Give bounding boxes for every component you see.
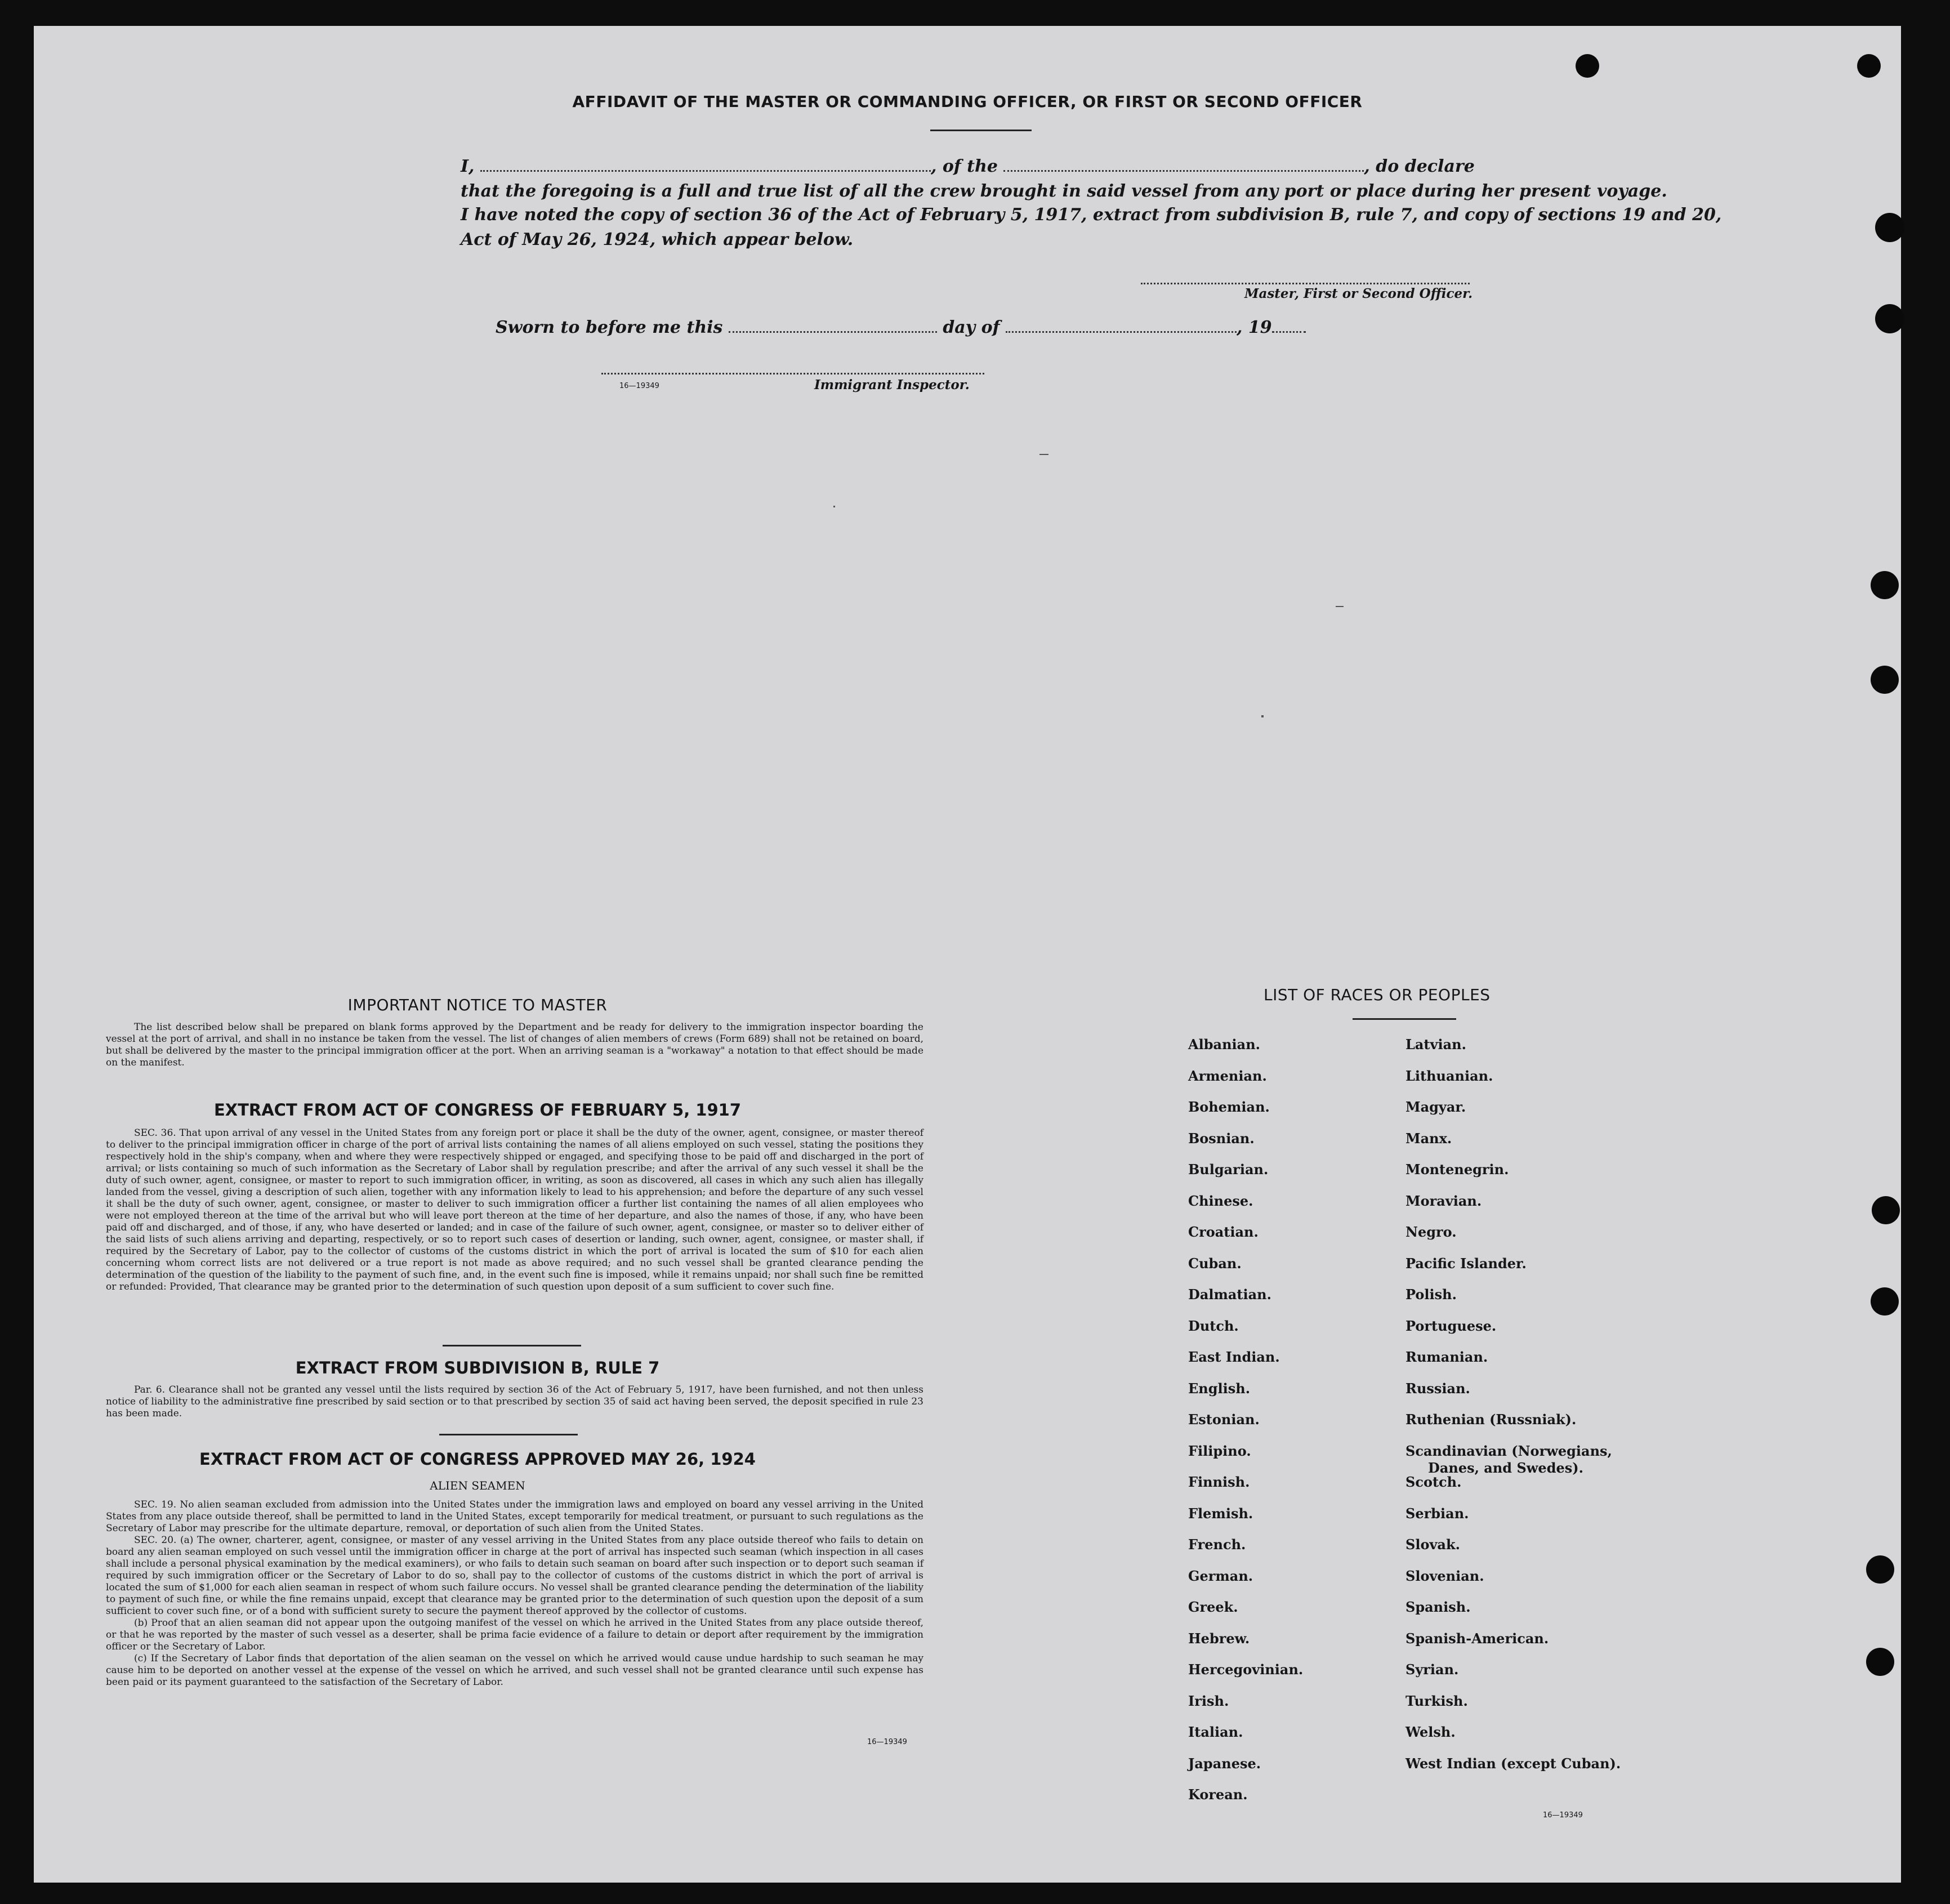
extract-1917-text	[106, 1127, 923, 1293]
form-number-races: 16—19349	[1543, 1811, 1583, 1820]
race-item: Welsh.	[1405, 1724, 1456, 1740]
race-item: Chinese.	[1188, 1192, 1253, 1209]
affidavit-of-the: , of the	[930, 157, 998, 176]
punch-hole	[1871, 666, 1899, 694]
vessel-field[interactable]	[1003, 160, 1364, 172]
race-item: Danes, and Swedes).	[1428, 1459, 1583, 1476]
punch-hole	[1857, 54, 1881, 78]
race-item: Spanish-American.	[1405, 1630, 1549, 1647]
master-label: Master, First or Second Officer.	[1244, 286, 1473, 301]
races-heading: LIST OF RACES OR PEOPLES	[1264, 986, 1491, 1004]
scan-speck	[833, 506, 835, 507]
race-item: Flemish.	[1188, 1505, 1253, 1522]
race-item: Rumanian.	[1405, 1349, 1488, 1365]
race-item: Lithuanian.	[1405, 1067, 1493, 1084]
punch-hole	[1866, 1648, 1894, 1676]
race-item: English.	[1188, 1380, 1251, 1397]
race-item: Negro.	[1405, 1224, 1457, 1240]
race-item: Russian.	[1405, 1380, 1470, 1397]
form-page	[34, 26, 1901, 1883]
race-item: Irish.	[1188, 1692, 1229, 1709]
alien-seamen-subheading: ALIEN SEAMEN	[430, 1479, 525, 1492]
race-item: Serbian.	[1405, 1505, 1469, 1522]
sec-20b-paragraph: (b) Proof that an alien seaman did not appear upon the outgoing manifest of the vessel on which he arrived in the United States from any place outside thereof, or that he was reported by the master of such vessel as a deserter, shall be prima facie evidence of a failure to detain or deport after requirement by the immigration officer or the Secretary of Labor.	[106, 1617, 923, 1652]
race-item: Estonian.	[1188, 1411, 1260, 1428]
extract-1924-text	[106, 1499, 923, 1688]
race-item: Bosnian.	[1188, 1130, 1255, 1147]
race-item: Bulgarian.	[1188, 1161, 1269, 1178]
affidavit-line-2: that the foregoing is a full and true list of all the crew brought in said vessel from any port or place during her present voyage.	[461, 181, 1667, 201]
day-of-text: day of	[943, 318, 1000, 337]
race-item: Greek.	[1188, 1599, 1238, 1615]
race-item: Pacific Islander.	[1405, 1255, 1527, 1272]
race-item: Slovenian.	[1405, 1567, 1484, 1584]
par-6-paragraph: Par. 6. Clearance shall not be granted any vessel until the lists required by section 36 of the Act of February 5, 1917, have been furnished, and not then unless notice of liability to the administrative fine prescribed by said section or to that prescribed by section 35 of said act having been served, the deposit specified in rule 23 has been made.	[106, 1384, 923, 1419]
race-item: Scotch.	[1405, 1474, 1462, 1490]
race-item: East Indian.	[1188, 1349, 1280, 1365]
race-item: Turkish.	[1405, 1692, 1468, 1709]
race-item: Latvian.	[1405, 1036, 1466, 1053]
title-underline	[930, 130, 1032, 131]
punch-hole	[1871, 571, 1899, 599]
notice-text	[106, 1022, 923, 1069]
sec-20c-paragraph: (c) If the Secretary of Labor finds that deportation of the alien seaman on the vessel on which he arrived would cause undue hardship to such seaman he may cause him to be deported on another vessel at the expense of the vessel on which he arrived, and such vessel shall not be granted clearance until such expense has been paid or its payment guaranteed to the satisfaction of the Secretary of Labor.	[106, 1653, 923, 1688]
scan-speck	[1039, 454, 1048, 455]
race-item: Ruthenian (Russniak).	[1405, 1411, 1577, 1428]
race-item: Spanish.	[1405, 1599, 1471, 1615]
race-item: Hebrew.	[1188, 1630, 1250, 1647]
sec-19-paragraph: SEC. 19. No alien seaman excluded from admission into the United States under the immigration laws and employed on board any vessel arriving in the United States from any place outside thereof, shall be permitted to land in the United States, except temporarily for medical treatment, or pursuant to such regulations as the Secretary of Labor may prescribe for the ultimate departure, removal, or deportation of such alien from the United States.	[106, 1499, 923, 1534]
race-item: Portuguese.	[1405, 1317, 1497, 1334]
race-item: Cuban.	[1188, 1255, 1242, 1272]
race-item: Albanian.	[1188, 1036, 1260, 1053]
sworn-day-field[interactable]	[729, 321, 937, 333]
sworn-line	[496, 318, 1306, 337]
race-item: Croatian.	[1188, 1224, 1259, 1240]
race-item: Korean.	[1188, 1786, 1248, 1803]
affidavit-declare: , do declare	[1364, 157, 1475, 176]
punch-hole	[1875, 304, 1904, 333]
sec-20a-paragraph: SEC. 20. (a) The owner, charterer, agent, consignee, or master of any vessel arriving in the United States from any place outside thereof who fails to detain on board any alien seaman employed on such vessel until the immigration officer in charge at the port of arrival has inspected such seaman (which inspection in all cases shall include a personal physical examination by the medical examiners), or who fails to detain such seaman on board after such inspection or to deport such seaman if required by such immigration officer or the Secretary of Labor to do so, shall pay to the collector of customs of the customs district in which the port of arrival is located the sum of $1,000 for each alien seaman in respect of whom such failure occurs. No vessel shall be granted clearance pending the determination of the liability to payment of such fine, or while the fine remains unpaid, except that clearance may be granted prior to the determination of such question upon the deposit of a sum sufficient to cover such fine, or of a bond with sufficient surety to secure the payment thereof approved by the collector of customs.	[106, 1535, 923, 1617]
sworn-text: Sworn to before me this	[496, 318, 723, 337]
inspector-signature-line[interactable]	[601, 373, 984, 374]
race-item: Slovak.	[1405, 1536, 1460, 1553]
race-item: Dutch.	[1188, 1317, 1239, 1334]
race-item: Italian.	[1188, 1724, 1243, 1740]
race-item: Syrian.	[1405, 1661, 1459, 1678]
race-item: Manx.	[1405, 1130, 1452, 1147]
affidavit-i: I,	[461, 157, 475, 176]
race-item: Hercegovinian.	[1188, 1661, 1304, 1678]
scan-speck	[1261, 715, 1264, 717]
inspector-label: Immigrant Inspector.	[814, 377, 970, 393]
extract-1917-heading: EXTRACT FROM ACT OF CONGRESS OF FEBRUARY 5, 1917	[213, 1100, 742, 1120]
race-item: Finnish.	[1188, 1474, 1250, 1490]
sec-36-paragraph: SEC. 36. That upon arrival of any vessel in the United States from any foreign port or place it shall be the duty of the owner, agent, consignee, or master thereof to deliver to the principal immigration officer in charge of the port of arrival lists containing the names of all aliens employed on such vessel, stating the positions they respectively hold in the ship's company, when and where they were respectively shipped or engaged, and specifying those to be paid off and discharged in the port of arrival; or lists containing so much of such information as the Secretary of Labor shall by regulation prescribe; and after the arrival of any such vessel it shall be the duty of such owner, agent, consignee, or master to report to such immigration officer, in writing, as soon as discovered, all cases in which any such alien has illegally landed from the vessel, giving a description of such alien, together with any information likely to lead to his apprehension; and before the departure of any such vessel it shall be the duty of such owner, agent, consignee, or master to deliver to such immigration officer a further list containing the names of all alien employees who were not employed thereon at the time of the arrival but who will leave port thereon at the time of her departure, and also the names of those, if any, who have been paid off and discharged, and of those, if any, who have deserted or landed; and in case of the failure of such owner, agent, consignee, or master so to deliver either of the said lists of such aliens arriving and departing, respectively, or so to report such cases of desertion or landing, such owner, agent, consignee, or master shall, if required by the Secretary of Labor, pay to the collector of customs of the customs district in which the port of arrival is located the sum of $10 for each alien concerning whom correct lists are not delivered or a true report is not made as above required; and no such vessel shall be granted clearance pending the determination of the question of the liability to the payment of such fine, and, in the event such fine is imposed, while it remains unpaid; nor shall such fine be remitted or refunded: Provided, That clearance may be granted prior to the determination of such question upon deposit of a sum sufficient to cover such fine.	[106, 1127, 923, 1292]
affidavit-line-1	[461, 157, 1475, 176]
punch-hole	[1871, 1287, 1899, 1316]
form-number-top: 16—19349	[619, 382, 659, 390]
form-number-extract: 16—19349	[867, 1738, 907, 1746]
affidavit-line-3: I have noted the copy of section 36 of the Act of February 5, 1917, extract from subdivision B, rule 7, and copy of sections 19 and 20,	[461, 205, 1722, 225]
name-field[interactable]	[480, 160, 931, 172]
extract-rule7-heading: EXTRACT FROM SUBDIVISION B, RULE 7	[295, 1358, 660, 1377]
race-item: Dalmatian.	[1188, 1286, 1271, 1303]
punch-hole	[1872, 1196, 1900, 1224]
race-item: Filipino.	[1188, 1442, 1251, 1459]
affidavit-line-4: Act of May 26, 1924, which appear below.	[461, 230, 854, 249]
extract-rule7-text	[106, 1384, 923, 1420]
extract-1924-heading: EXTRACT FROM ACT OF CONGRESS APPROVED MAY 26, 1924	[199, 1450, 756, 1469]
punch-hole	[1576, 54, 1599, 78]
race-item: Polish.	[1405, 1286, 1457, 1303]
race-item: Montenegrin.	[1405, 1161, 1509, 1178]
notice-heading: IMPORTANT NOTICE TO MASTER	[347, 996, 608, 1014]
sworn-year-field[interactable]	[1272, 321, 1306, 333]
race-item: Moravian.	[1405, 1192, 1482, 1209]
affidavit-title: AFFIDAVIT OF THE MASTER OR COMMANDING OFFICER, OR FIRST OR SECOND OFFICER	[572, 92, 1363, 111]
race-item: Bohemian.	[1188, 1099, 1270, 1115]
race-item: German.	[1188, 1567, 1253, 1584]
master-signature-line[interactable]	[1141, 283, 1470, 284]
scan-speck	[1336, 606, 1344, 607]
race-item: Scandinavian (Norwegians,	[1405, 1442, 1612, 1459]
race-item: Magyar.	[1405, 1099, 1466, 1115]
race-item: French.	[1188, 1536, 1246, 1553]
sworn-month-field[interactable]	[1006, 321, 1237, 333]
year-prefix: , 19	[1237, 318, 1272, 337]
notice-paragraph: The list described below shall be prepared on blank forms approved by the Department and be ready for delivery to the immigration inspector boarding the vessel at the port of arrival, and shall in no instance be taken from the vessel. The list of changes of alien members of crews (Form 689) shall not be retained on board, but shall be delivered by the master to the principal immigration officer at the port. When an arriving seaman is a "workaway" a notation to that effect should be made on the manifest.	[106, 1022, 923, 1068]
punch-hole	[1866, 1555, 1894, 1584]
race-item: Armenian.	[1188, 1067, 1267, 1084]
rule-divider-1	[443, 1345, 581, 1346]
race-item: West Indian (except Cuban).	[1405, 1755, 1621, 1772]
punch-hole	[1875, 213, 1904, 242]
race-item: Japanese.	[1188, 1755, 1261, 1772]
rule-divider-2	[439, 1434, 578, 1435]
races-underline	[1353, 1018, 1456, 1020]
